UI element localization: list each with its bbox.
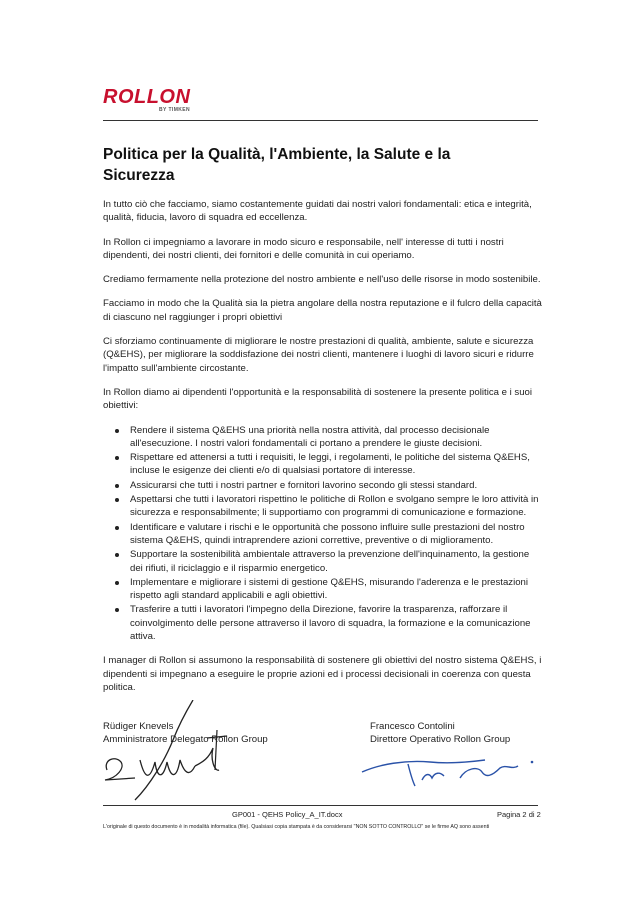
paragraph: Facciamo in modo che la Qualità sia la pietra angolare della nostra reputazione e il fulcro della capacità di ciascuno nel raggiunger i propri obiettivi (103, 298, 542, 323)
objectives-list (103, 424, 543, 644)
footer-document-id: GP001 - QEHS Policy_A_IT.docx (232, 810, 343, 819)
signature-contolini-image (360, 750, 540, 790)
list-item: Supportare la sostenibilità ambientale attraverso la prevenzione dell'inquinamento, la gestione dei rifiuti, il riciclaggio e il risparmio energetico. (130, 548, 543, 575)
document-body (103, 198, 543, 705)
paragraph: Crediamo fermamente nella protezione del nostro ambiente e nell'uso delle risorse in modo sostenibile. (103, 274, 541, 286)
list-item: Identificare e valutare i rischi e le opportunità che possono influire sulle prestazioni del nostro sistema Q&EHS, quindi intraprendere azioni correttive, preventive o di miglioramento. (130, 521, 543, 548)
signature-knevels-image (95, 700, 245, 805)
logo-wordmark: ROLLON (103, 86, 191, 108)
list-item: Trasferire a tutti i lavoratori l'impegno della Direzione, favorire la trasparenza, rafforzare il coinvolgimento delle persone attraverso il lavoro di squadra, la formazione e la comunicazione attiva. (130, 603, 543, 643)
signatory-name: Rüdiger Knevels (103, 721, 174, 732)
list-item: Assicurarsi che tutti i nostri partner e fornitori lavorino secondo gli stessi standard. (130, 479, 543, 492)
signatory-right (370, 720, 510, 747)
footer-divider (103, 805, 538, 806)
header-divider (103, 120, 538, 121)
footer-control-note: L'originale di questo documento è in modalità informatica (file). Qualsiasi copia stampata è da considerarsi "NON SOTTO CONTROLLO" se le firme AQ sono assenti (103, 824, 490, 830)
list-item: Implementare e migliorare i sistemi di gestione Q&EHS, misurando l'aderenza e le prestazioni rispetto agli standard applicabili e agli obiettivi. (130, 576, 543, 603)
list-item: Rispettare ed attenersi a tutti i requisiti, le leggi, i regolamenti, le politiche del sistema Q&EHS, incluse le esigenze dei clienti e/o di qualsiasi portatore di interesse. (130, 451, 543, 478)
signatory-name: Francesco Contolini (370, 721, 455, 732)
closing-paragraph: I manager di Rollon si assumono la responsabilità di sostenere gli obiettivi del nostro sistema Q&EHS, i dipendenti si impegnano a eseguire le proprie azioni ed i processi decisionali in coerenza con questa politica. (103, 655, 542, 693)
signatory-role: Direttore Operativo Rollon Group (370, 734, 511, 746)
list-item: Aspettarsi che tutti i lavoratori rispettino le politiche di Rollon e svolgano sempre le loro attività in sicurezza e responsabilmente; li supportiamo con programmi di comunicazione e formazione. (130, 493, 543, 520)
paragraph: Ci sforziamo continuamente di migliorare le nostre prestazioni di qualità, ambiente, salute e sicurezza (Q&EHS), per migliorare la soddisfazione dei nostri clienti, mantenere i luoghi di lavoro sicuri e ridurre l'impatto sull'ambiente circostante. (103, 336, 534, 374)
document-title: Politica per la Qualità, l'Ambiente, la Salute e la Sicurezza (103, 146, 451, 184)
footer-page-number: Pagina 2 di 2 (497, 810, 541, 819)
signatory-role: Amministratore Delegato Rollon Group (103, 734, 268, 746)
list-item: Rendere il sistema Q&EHS una priorità nella nostra attività, dal processo decisionale all'esecuzione. I nostri valori fondamentali ci portano a prendere le giuste decisioni. (130, 424, 543, 451)
paragraph: In tutto ciò che facciamo, siamo costantemente guidati dai nostri valori fondamentali: etica e integrità, qualità, fiducia, lavoro di squadra ed eccellenza. (103, 199, 532, 224)
paragraph: In Rollon ci impegniamo a lavorare in modo sicuro e responsabile, nell' interesse di tutti i nostri dipendenti, dei nostri clienti, dei fornitori e delle comunità in cui operiamo. (103, 236, 504, 261)
rollon-logo (103, 86, 203, 122)
logo-subtitle: BY TIMKEN (159, 107, 191, 113)
paragraph: In Rollon diamo ai dipendenti l'opportunità e la responsabilità di sostenere la presente politica e i suoi obiettivi: (103, 386, 533, 412)
